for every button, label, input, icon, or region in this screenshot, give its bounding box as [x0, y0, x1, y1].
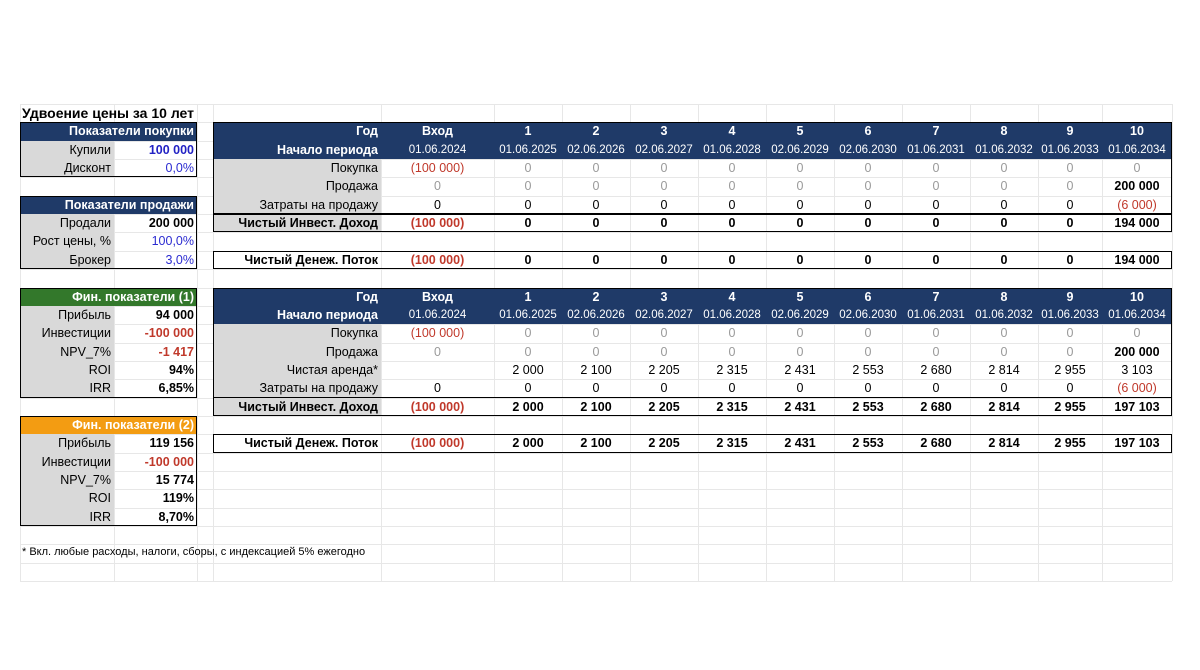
fin1-label: ROI	[20, 361, 114, 379]
t1-col-header: 2	[562, 122, 630, 140]
t2-cell[interactable]: 0	[1066, 344, 1074, 359]
t1-cell[interactable]: 0	[592, 216, 600, 231]
t2-cell[interactable]: 0	[1066, 381, 1074, 396]
t1-col-date: 02.06.2027	[630, 141, 698, 159]
t1-col-date: 02.06.2029	[766, 141, 834, 159]
t1-col-date: 01.06.2024	[381, 141, 494, 159]
t2-col-header: 8	[970, 288, 1038, 306]
fin1-border	[20, 288, 197, 398]
fin2-label: ROI	[20, 489, 114, 507]
t1-col-date: 02.06.2026	[562, 141, 630, 159]
t2-cell[interactable]: 0	[434, 344, 441, 359]
t2-cell[interactable]: 197 103	[1114, 399, 1160, 414]
t2-row-label: Затраты на продажу	[213, 379, 381, 397]
t1-col-date: 01.06.2033	[1038, 141, 1102, 159]
t2-flow-cell[interactable]: 197 103	[1114, 436, 1160, 451]
gridline-h	[20, 563, 1172, 564]
t2-col-header: 1	[494, 288, 562, 306]
fin2-value[interactable]: 119 156	[149, 436, 194, 451]
t2-flow-cell[interactable]: 2 315	[716, 436, 748, 451]
t2-cell[interactable]: 2 553	[852, 399, 884, 414]
t2-col-date: 01.06.2034	[1102, 306, 1172, 324]
t2-cell[interactable]: 0	[796, 326, 804, 341]
t2-cell[interactable]: 0	[864, 326, 872, 341]
t2-cell[interactable]: 0	[796, 344, 804, 359]
footnote: * Вкл. любые расходы, налоги, сборы, с индексацией 5% ежегодно	[22, 546, 366, 558]
t2-row-label: Продажа	[213, 343, 381, 361]
t1-cell[interactable]: 0	[728, 179, 736, 194]
t2-col-header: 5	[766, 288, 834, 306]
t2-cell[interactable]: 2 315	[716, 399, 748, 414]
fin2-value[interactable]: 8,70%	[158, 509, 194, 524]
t1-row-label: Продажа	[213, 177, 381, 195]
t2-col-header: 9	[1038, 288, 1102, 306]
t1-col-header: Вход	[381, 122, 494, 140]
sale-value[interactable]: 3,0%	[165, 252, 194, 267]
t1-cell[interactable]: 0	[524, 161, 532, 176]
t2-col-header: 4	[698, 288, 766, 306]
buy-header: Показатели покупки	[20, 122, 197, 140]
sale-border	[20, 196, 197, 269]
t2-cell[interactable]: 2 814	[988, 362, 1020, 377]
t1-total-line	[213, 213, 1172, 215]
t2-cell[interactable]: 2 680	[920, 399, 952, 414]
t2-flow-cell[interactable]: 2 431	[784, 436, 816, 451]
t2-col-header: 3	[630, 288, 698, 306]
t2-cell[interactable]: 3 103	[1121, 362, 1153, 377]
t1-col-date: 01.06.2028	[698, 141, 766, 159]
fin1-value[interactable]: -1 417	[158, 344, 194, 359]
t1-cell[interactable]: 0	[524, 179, 532, 194]
fin1-label: IRR	[20, 379, 114, 397]
t2-cell[interactable]: 0	[592, 344, 600, 359]
t1-cell[interactable]: 0	[1066, 197, 1074, 212]
t2-col-date: 01.06.2025	[494, 306, 562, 324]
t2-col-date: 01.06.2032	[970, 306, 1038, 324]
fin2-label: IRR	[20, 508, 114, 526]
t2-cell[interactable]: 0	[1000, 381, 1008, 396]
t1-flow-cell[interactable]: 0	[524, 252, 532, 267]
page-title: Удвоение цены за 10 лет	[22, 105, 194, 121]
t2-flow-cell[interactable]: 2 000	[512, 436, 544, 451]
sale-label: Продали	[20, 214, 114, 232]
t1-col-header: 9	[1038, 122, 1102, 140]
t2-cell[interactable]: 0	[524, 326, 532, 341]
t2-cell[interactable]: 2 955	[1054, 399, 1086, 414]
t2-flow-cell[interactable]: (100 000)	[410, 436, 465, 451]
t1-cell[interactable]: (100 000)	[410, 161, 465, 176]
t1-col-date: 01.06.2034	[1102, 141, 1172, 159]
t1-col-date: 01.06.2032	[970, 141, 1038, 159]
t2-cell[interactable]: 0	[864, 344, 872, 359]
t1-cell[interactable]: (6 000)	[1117, 197, 1157, 212]
t2-col-date: 02.06.2027	[630, 306, 698, 324]
sale-header: Показатели продажи	[20, 196, 197, 214]
fin2-border	[20, 416, 197, 526]
t2-col-date: 02.06.2029	[766, 306, 834, 324]
t2-col-header: 6	[834, 288, 902, 306]
t2-cell[interactable]: 0	[932, 344, 940, 359]
fin1-label: Инвестиции	[20, 324, 114, 342]
t2-cell[interactable]: 2 205	[648, 362, 680, 377]
t1-cell[interactable]: (100 000)	[410, 216, 465, 231]
gridline-h	[20, 526, 1172, 527]
t2-cell[interactable]: 0	[592, 326, 600, 341]
t2-col-date: 01.06.2031	[902, 306, 970, 324]
sale-label: Рост цены, %	[20, 232, 114, 250]
t2-flow-cell[interactable]: 2 814	[988, 436, 1020, 451]
t1-cell[interactable]: 194 000	[1114, 216, 1160, 231]
t2-cell[interactable]: 2 315	[716, 362, 748, 377]
t1-cell[interactable]: 0	[660, 216, 668, 231]
t1-cell[interactable]: 0	[864, 179, 872, 194]
t2-cell[interactable]: 0	[1000, 344, 1008, 359]
t2-flow-cell[interactable]: 2 553	[852, 436, 884, 451]
fin1-value[interactable]: 94 000	[155, 307, 194, 322]
t1-cell[interactable]: 0	[796, 179, 804, 194]
fin2-value[interactable]: 119%	[162, 491, 194, 506]
t1-cell[interactable]: 0	[1000, 179, 1008, 194]
t1-col-header: 7	[902, 122, 970, 140]
fin2-value[interactable]: -100 000	[144, 454, 194, 469]
t1-col-date: 01.06.2031	[902, 141, 970, 159]
buy-border	[20, 122, 197, 177]
t2-row-label: Чистый Инвест. Доход	[213, 398, 381, 416]
t1-cell[interactable]: 0	[932, 161, 940, 176]
t1-cell[interactable]: 0	[1066, 216, 1074, 231]
t2-cell[interactable]: 2 205	[648, 399, 680, 414]
t1-col-header: 6	[834, 122, 902, 140]
t2-col-date: 02.06.2030	[834, 306, 902, 324]
t2-flow-border	[213, 434, 1172, 452]
buy-label: Дисконт	[20, 159, 114, 177]
t2-cell[interactable]: 2 000	[512, 399, 544, 414]
gridline-h	[20, 581, 1172, 582]
t2-cell[interactable]: 0	[1066, 326, 1074, 341]
t2-cell[interactable]: 0	[660, 344, 668, 359]
t2-cell[interactable]: 2 431	[784, 399, 816, 414]
t1-cell[interactable]: 0	[864, 216, 872, 231]
t1-cell[interactable]: 0	[660, 179, 668, 194]
t2-year-label: Год	[213, 288, 381, 306]
t1-col-header: 10	[1102, 122, 1172, 140]
fin2-header: Фин. показатели (2)	[20, 416, 197, 434]
t1-cell[interactable]: 0	[434, 197, 441, 212]
t2-cell[interactable]: 0	[524, 344, 532, 359]
t2-flow-cell[interactable]: 2 205	[648, 436, 680, 451]
t2-cell[interactable]: 2 000	[512, 362, 544, 377]
t1-flow-cell[interactable]: 194 000	[1114, 252, 1160, 267]
t2-col-header: 7	[902, 288, 970, 306]
t2-start-label: Начало периода	[213, 306, 381, 324]
t1-start-label: Начало периода	[213, 141, 381, 159]
t2-flow-cell[interactable]: 2 955	[1054, 436, 1086, 451]
t1-cell[interactable]: 0	[660, 161, 668, 176]
t1-cell[interactable]: 0	[592, 179, 600, 194]
t1-cell[interactable]: 0	[524, 216, 532, 231]
t1-cell[interactable]: 0	[932, 197, 940, 212]
t1-row-label: Покупка	[213, 159, 381, 177]
fin1-value[interactable]: -100 000	[144, 326, 194, 341]
t1-cell[interactable]: 0	[796, 216, 804, 231]
t1-col-header: 5	[766, 122, 834, 140]
sale-label: Брокер	[20, 251, 114, 269]
t1-cell[interactable]: 0	[728, 197, 736, 212]
t2-cell[interactable]: 200 000	[1114, 344, 1160, 359]
fin1-value[interactable]: 94%	[168, 362, 194, 377]
t2-cell[interactable]: 2 100	[580, 399, 612, 414]
t2-col-date: 01.06.2033	[1038, 306, 1102, 324]
t1-flow-cell[interactable]: 0	[932, 252, 940, 267]
t1-cell[interactable]: 0	[1066, 161, 1074, 176]
t1-col-header: 8	[970, 122, 1038, 140]
t2-col-header: 2	[562, 288, 630, 306]
t2-cell[interactable]: (6 000)	[1117, 381, 1157, 396]
t2-cell[interactable]: 0	[1000, 326, 1008, 341]
sale-value[interactable]: 200 000	[148, 216, 194, 231]
fin2-label: Инвестиции	[20, 453, 114, 471]
t2-cell[interactable]: 0	[1133, 326, 1141, 341]
t1-cell[interactable]: 0	[796, 161, 804, 176]
t2-cell[interactable]: 2 680	[920, 362, 952, 377]
t2-cell[interactable]: (100 000)	[410, 326, 465, 341]
t2-flow-cell[interactable]: 2 680	[920, 436, 952, 451]
t1-cell[interactable]: 0	[728, 216, 736, 231]
t1-cell[interactable]: 0	[524, 197, 532, 212]
buy-value[interactable]: 0,0%	[165, 161, 194, 176]
t1-year-label: Год	[213, 122, 381, 140]
gridline-v	[197, 104, 198, 581]
t1-col-header: 1	[494, 122, 562, 140]
t1-flow-cell[interactable]: 0	[1066, 252, 1074, 267]
t1-cell[interactable]: 0	[592, 161, 600, 176]
fin1-label: Прибыль	[20, 306, 114, 324]
sale-value[interactable]: 100,0%	[151, 234, 194, 249]
t1-cell[interactable]: 0	[864, 161, 872, 176]
t1-cell[interactable]: 0	[864, 197, 872, 212]
t2-total-line	[213, 397, 1172, 399]
t1-col-header: 4	[698, 122, 766, 140]
t1-flow-cell[interactable]: 0	[796, 252, 804, 267]
buy-value[interactable]: 100 000	[148, 142, 194, 157]
t2-cell[interactable]: 0	[524, 381, 532, 396]
t2-cell[interactable]: 2 955	[1054, 362, 1086, 377]
t2-col-date: 02.06.2026	[562, 306, 630, 324]
t2-row-label: Чистая аренда*	[213, 361, 381, 379]
t2-cell[interactable]: 0	[728, 381, 736, 396]
t2-row-label: Покупка	[213, 324, 381, 342]
t2-cell[interactable]: 2 431	[784, 362, 816, 377]
t1-flow-cell[interactable]: 0	[592, 252, 600, 267]
t2-cell[interactable]: 0	[932, 381, 940, 396]
t1-cell[interactable]: 0	[1066, 179, 1074, 194]
t1-cell[interactable]: 0	[1133, 161, 1141, 176]
t2-flow-label: Чистый Денеж. Поток	[244, 436, 378, 451]
t1-flow-cell[interactable]: 0	[1000, 252, 1008, 267]
t2-cell[interactable]: 0	[796, 381, 804, 396]
t1-flow-label: Чистый Денеж. Поток	[244, 252, 378, 267]
t1-flow-border	[213, 251, 1172, 269]
t2-cell[interactable]: 0	[864, 381, 872, 396]
gridline-v	[1172, 104, 1173, 581]
t2-cell[interactable]: 0	[728, 344, 736, 359]
t2-cell[interactable]: (100 000)	[410, 399, 465, 414]
t1-cell[interactable]: 0	[660, 197, 668, 212]
t2-col-header: Вход	[381, 288, 494, 306]
t1-col-date: 02.06.2030	[834, 141, 902, 159]
gridline-h	[20, 269, 1172, 270]
t2-flow-cell[interactable]: 2 100	[580, 436, 612, 451]
t1-cell[interactable]: 0	[728, 161, 736, 176]
t2-cell[interactable]: 0	[660, 381, 668, 396]
t1-col-date: 01.06.2025	[494, 141, 562, 159]
t2-cell[interactable]: 0	[932, 326, 940, 341]
t1-cell[interactable]: 0	[932, 179, 940, 194]
t1-cell[interactable]: 0	[1000, 216, 1008, 231]
t1-cell[interactable]: 0	[434, 179, 441, 194]
t1-row-label: Чистый Инвест. Доход	[213, 214, 381, 232]
fin2-value[interactable]: 15 774	[155, 473, 194, 487]
t2-col-date: 01.06.2024	[381, 306, 494, 324]
t2-cell[interactable]: 2 100	[580, 362, 612, 377]
t2-cell[interactable]: 0	[728, 326, 736, 341]
t2-cell[interactable]: 0	[434, 381, 441, 396]
t2-cell[interactable]: 2 553	[852, 362, 884, 377]
t1-cell[interactable]: 200 000	[1114, 179, 1160, 194]
t1-flow-cell[interactable]: 0	[660, 252, 668, 267]
t2-col-header: 10	[1102, 288, 1172, 306]
t2-cell[interactable]: 2 814	[988, 399, 1020, 414]
t2-col-date: 01.06.2028	[698, 306, 766, 324]
fin1-header: Фин. показатели (1)	[20, 288, 197, 306]
t1-row-label: Затраты на продажу	[213, 196, 381, 214]
t1-flow-cell[interactable]: 0	[864, 252, 872, 267]
t2-cell[interactable]: 0	[592, 381, 600, 396]
fin1-label: NPV_7%	[20, 343, 114, 361]
fin2-label: NPV_7%	[20, 471, 114, 489]
t1-table-border	[213, 122, 1172, 232]
buy-label: Купили	[20, 141, 114, 159]
t1-cell[interactable]: 0	[1000, 197, 1008, 212]
t1-flow-cell[interactable]: (100 000)	[410, 252, 465, 267]
t1-cell[interactable]: 0	[1000, 161, 1008, 176]
t1-col-header: 3	[630, 122, 698, 140]
t2-cell[interactable]: 0	[660, 326, 668, 341]
fin2-label: Прибыль	[20, 434, 114, 452]
t1-flow-cell[interactable]: 0	[728, 252, 736, 267]
t1-cell[interactable]: 0	[592, 197, 600, 212]
t1-cell[interactable]: 0	[796, 197, 804, 212]
fin1-value[interactable]: 6,85%	[158, 381, 194, 396]
t1-cell[interactable]: 0	[932, 216, 940, 231]
